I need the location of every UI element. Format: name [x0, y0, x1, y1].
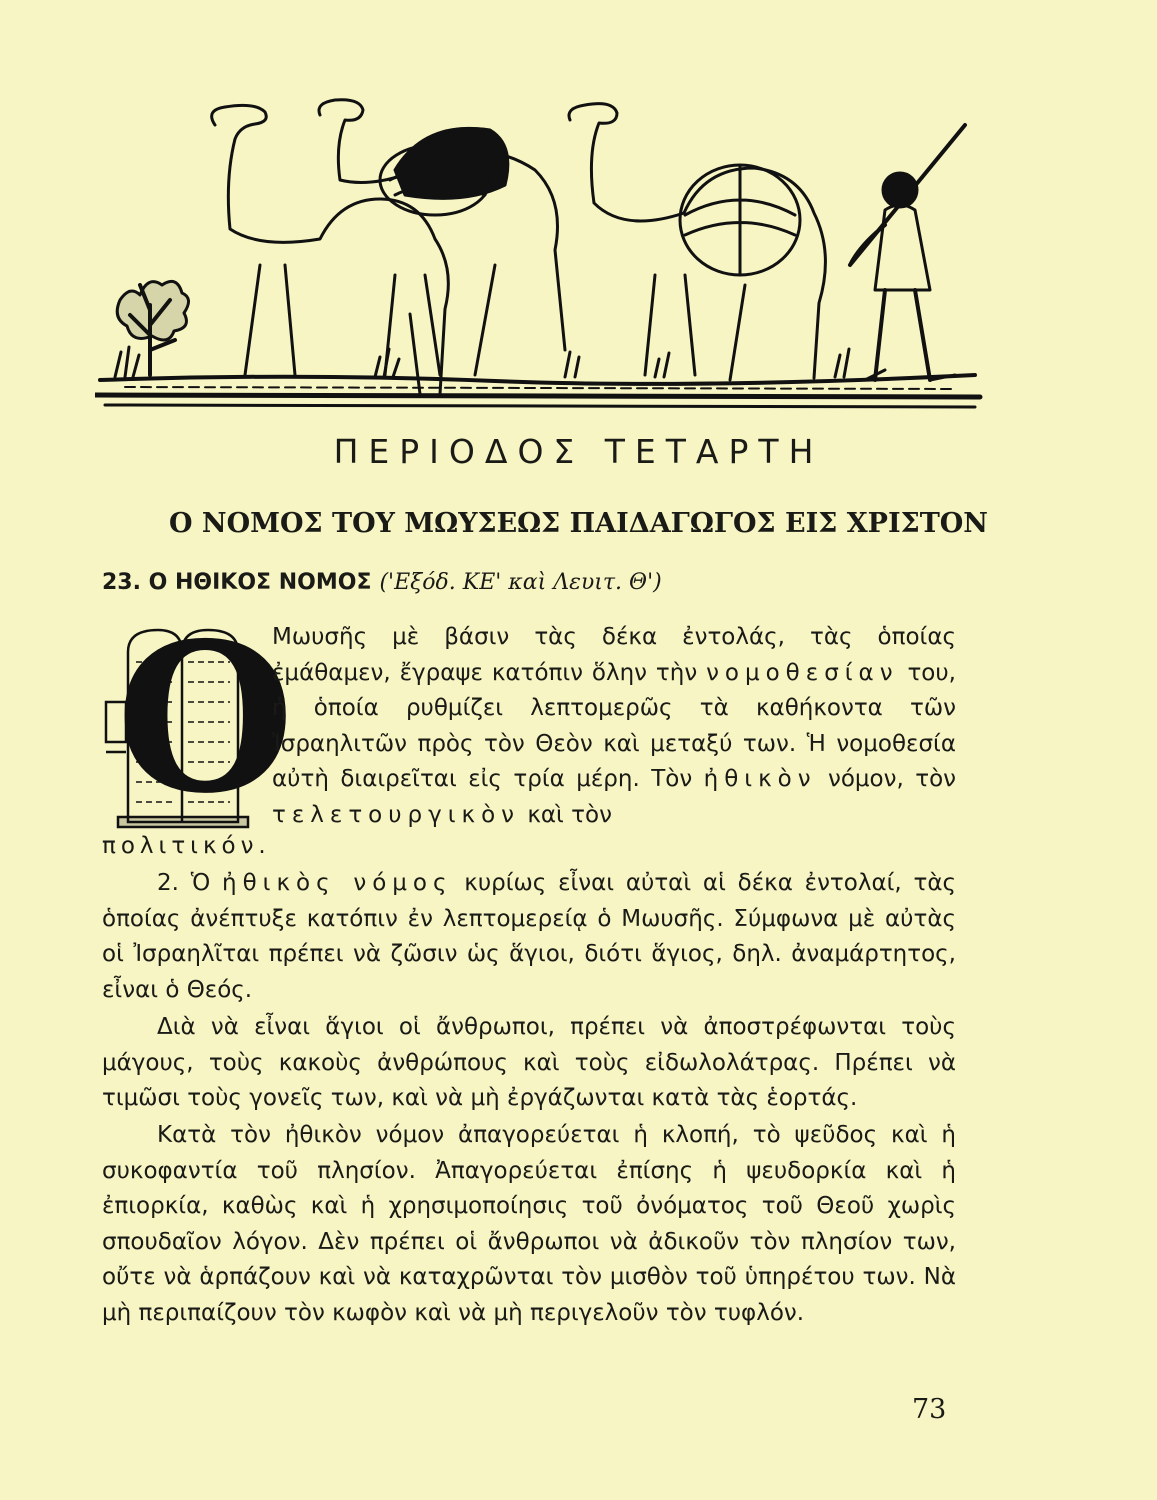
term-legislation: νομοθεσίαν [706, 659, 899, 686]
chapter-title: Ο ΝΟΜΟΣ ΤΟΥ ΜΩΥΣΕΩΣ ΠΑΙΔΑΓΩΓΟΣ ΕΙΣ ΧΡΙΣΤΟΝ [168, 508, 988, 539]
paragraph-2 [102, 866, 956, 1008]
section-heading [102, 570, 662, 595]
page-number: 73 [912, 1394, 947, 1425]
term-moral: ἠθικὸν [703, 766, 817, 792]
intro-text-c: νόμον, τὸν [816, 766, 956, 792]
section-reference: ('Εξόδ. ΚΕ' καὶ Λευιτ. Θ') [379, 570, 662, 595]
term-moral-law: ἠθικὸς νόμος [222, 870, 453, 896]
term-political: πολιτικόν. [102, 833, 271, 859]
intro-text-b: του, ἡ ὁποία ρυθμίζει λεπτομερῶς τὰ καθήκοντα τῶν Ἰσραηλιτῶν πρὸς τὸν Θεὸν καὶ μεταξύ των. Ἡ νομοθεσία αὐτὴ διαιρεῖται εἰς τρία μέρη. Τὸν [272, 659, 956, 792]
part-heading: ΠΕΡΙΟΔΟΣ ΤΕΤΑΡΤΗ [333, 432, 824, 471]
term-liturgical: τελετουργικὸν [272, 801, 521, 828]
camel-caravan-illustration [95, 85, 985, 420]
intro-paragraph [272, 620, 956, 833]
intro-text-a: Μωυσῆς μὲ βάσιν τὰς δέκα ἐντολάς, τὰς ὁποίας ἐμάθαμεν, ἔγραψε κατόπιν ὅλην τὴν [272, 624, 956, 686]
paragraph-2-lead: 2. Ὁ [157, 870, 223, 896]
drop-cap-letter: Ο [116, 599, 295, 839]
paragraph-3: Διὰ νὰ εἶναι ἅγιοι οἱ ἄνθρωποι, πρέπει νὰ ἀποστρέφωνται τοὺς μάγους, τοὺς κακοὺς ἀνθρώπους καὶ τοὺς εἰδωλολάτρας. Πρέπει νὰ τιμῶσι τοὺς γονεῖς των, καὶ νὰ μὴ ἐργάζωνται κατὰ τὰς ἑορτάς. [102, 1014, 956, 1111]
section-title: 23. Ο ΗΘΙΚΟΣ ΝΟΜΟΣ [102, 570, 372, 595]
paragraph-2-text: κυρίως εἶναι αὐταὶ αἱ δέκα ἐντολαί, τὰς ὁποίας ἀνέπτυξε κατόπιν ἐν λεπτομερείᾳ ὁ Μωυσῆς. Σύμφωνα μὲ αὐτὰς οἱ Ἰσραηλῖται πρέπει νὰ ζῶσιν ὡς ἅγιοι, διότι ἅγιος, δηλ. ἀναμάρτητος, εἶναι ὁ Θεός. [102, 870, 956, 1003]
paragraph-4: Κατὰ τὸν ἠθικὸν νόμον ἀπαγορεύεται ἡ κλοπή, τὸ ψεῦδος καὶ ἡ συκοφαντία τοῦ πλησίον. Ἀπαγορεύεται ἐπίσης ἡ ψευδορκία καὶ ἡ ἐπιορκία, καθὼς καὶ ἡ χρησιμοποίησις τοῦ ὀνόματος τοῦ Θεοῦ χωρὶς σπουδαῖον λόγον. Δὲν πρέπει οἱ ἄνθρωποι νὰ ἀδικοῦν τὸν πλησίον των, οὔτε νὰ ἁρπάζουν καὶ νὰ καταχρῶνται τὸν μισθὸν τοῦ ὑπηρέτου των. Νὰ μὴ περιπαίζουν τὸν κωφὸν καὶ νὰ μὴ περιγελοῦν τὸν τυφλόν. [102, 1122, 956, 1326]
drop-cap-tablet [98, 599, 295, 839]
intro-text-d: καὶ τὸν [520, 801, 612, 828]
